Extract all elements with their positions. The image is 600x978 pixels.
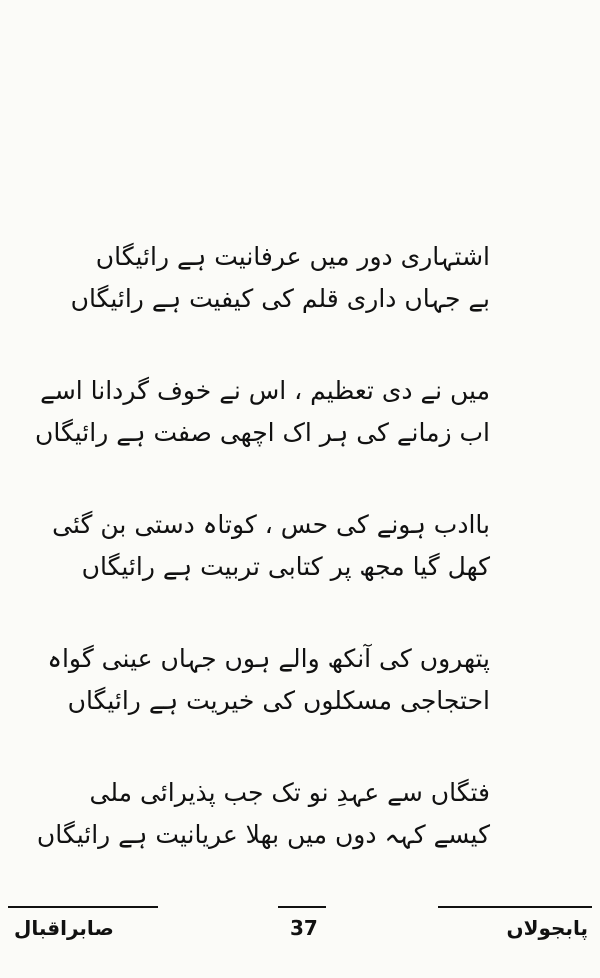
couplet [34, 370, 490, 454]
verse-line: کیسے کہہ دوں میں بھلا عریانیت ہے رائیگاں [36, 820, 490, 849]
couplet [47, 638, 490, 722]
verse-line: پتھروں کی آنکھ والے ہوں جہاں عینی گواہ [47, 644, 490, 673]
author-name: صابراقبال [14, 916, 114, 940]
page-number: 37 [290, 916, 318, 940]
verse-line: کھل گیا مجھ پر کتابی تربیت ہے رائیگاں [81, 552, 490, 581]
ghazal [34, 236, 490, 906]
couplet [52, 504, 490, 588]
couplet [36, 772, 490, 856]
verse-line: بے جہاں داری قلم کی کیفیت ہے رائیگاں [70, 284, 490, 313]
footer-divider-gap [326, 902, 438, 912]
couplet [70, 236, 490, 320]
page-footer [8, 900, 592, 960]
book-title: پابجولاں [506, 916, 588, 940]
verse-line: باادب ہونے کی حس ، کوتاہ دستی بن گئی [52, 510, 490, 539]
verse-line: فتگاں سے عہدِ نو تک جب پذیرائی ملی [89, 778, 490, 807]
footer-divider-gap [158, 902, 278, 912]
footer-divider [8, 906, 592, 908]
verse-line: احتجاجی مسکلوں کی خیریت ہے رائیگاں [67, 686, 490, 715]
verse-line: میں نے دی تعظیم ، اس نے خوف گردانا اسے [40, 376, 490, 405]
verse-line: اشتہاری دور میں عرفانیت ہے رائیگاں [95, 242, 490, 271]
verse-line: اب زمانے کی ہر اک اچھی صفت ہے رائیگاں [34, 418, 490, 447]
